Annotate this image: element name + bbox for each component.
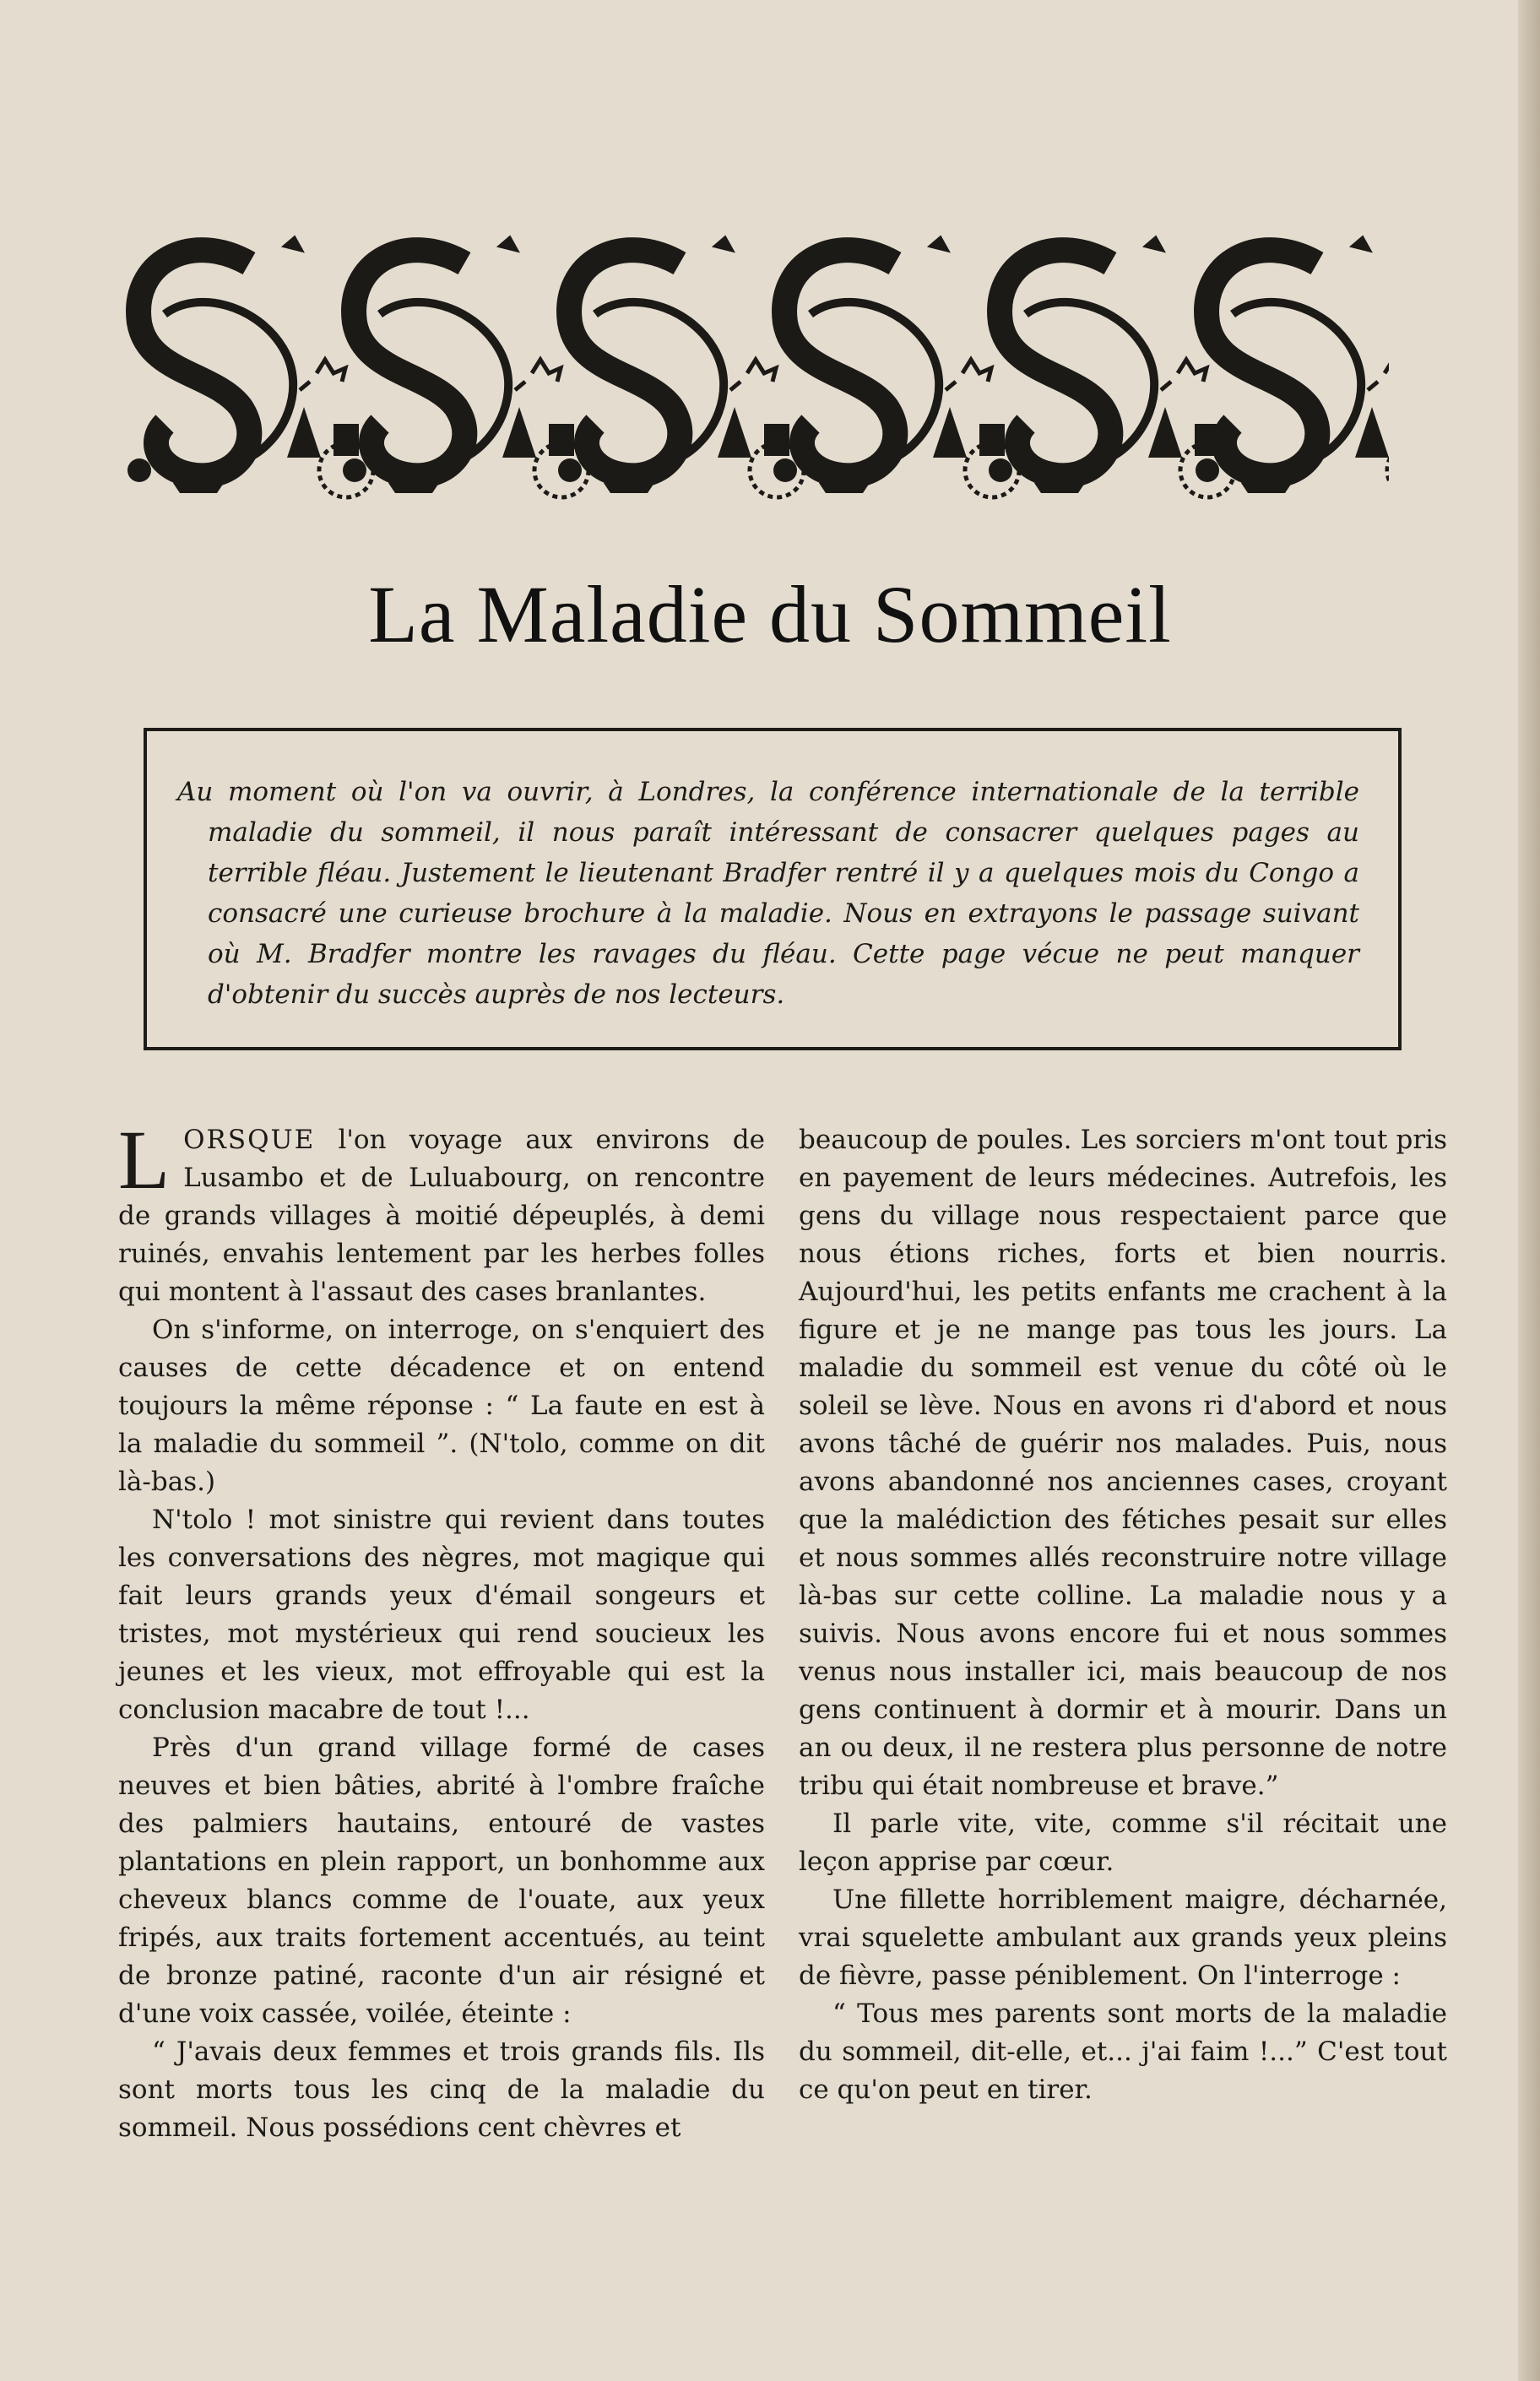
column-right (799, 1121, 1447, 2109)
page-edge (1518, 0, 1540, 2381)
column-left (118, 1113, 765, 2147)
paragraph-6: beaucoup de poules. Les sorciers m'ont tout pris en payement de leurs médecines. Autrefois, les gens du village nous respectaient parce que nous étions riches, forts et bien nourris. Aujourd'hui, les petits enfants me crachent à la figure et je ne mange pas tous les jours. La maladie du sommeil est venue du côté où le soleil se lève. Nous en avons ri d'abord et nous avons tâché de guérir nos malades. Puis, nous avons abandonné nos anciennes cases, croyant que la malédiction des fétiches pesait sur elles et nous sommes allés reconstruire notre village là-bas sur cette colline. La maladie nous y a suivis. Nous avons encore fui et nous sommes venus nous installer ici, mais beaucoup de nos gens continuent à dormir et à mourir. Dans un an ou deux, il ne restera plus personne de notre tribu qui était nombreuse et brave.” (799, 1125, 1447, 1801)
paragraph-1 (118, 1113, 765, 1311)
paragraph-3: N'tolo ! mot sinistre qui revient dans toutes les conversations des nègres, mot magique qui fait leurs grands yeux d'émail songeurs et tristes, mot mystérieux qui rend soucieux les jeunes et les vieux, mot effroyable qui est la conclusion macabre de tout !... (118, 1505, 765, 1725)
drop-cap: L (118, 1113, 171, 1207)
paragraph-4: Près d'un grand village formé de cases neuves et bien bâties, abrité à l'ombre fraîche des palmiers hautains, entouré de vastes plantations en plein rapport, un bonhomme aux cheveux blancs comme de l'ouate, aux yeux fripés, aux traits fortement accentués, au teint de bronze patiné, raconte d'un air résigné et d'une voix cassée, voilée, éteinte : (118, 1733, 765, 2029)
paragraph-5: “ J'avais deux femmes et trois grands fils. Ils sont morts tous les cinq de la maladie du sommeil. Nous possédions cent chèvres et (118, 2037, 765, 2143)
paragraph-2: On s'informe, on interroge, on s'enquiert des causes de cette décadence et on entend toujours la même réponse : “ La faute en est à la maladie du sommeil ”. (N'tolo, comme on dit là-bas.) (118, 1315, 765, 1497)
paragraph-9: “ Tous mes parents sont morts de la maladie du sommeil, dit-elle, et... j'ai faim !...” C'est tout ce qu'on peut en tirer. (799, 1999, 1447, 2105)
intro-text: Au moment où l'on va ouvrir, à Londres, la conférence internationale de la terrible maladie du sommeil, il nous paraît intéressant de consacrer quelques pages au terrible fléau. Justement le lieutenant Bradfer rentré il y a quelques mois du Congo a consacré une curieuse brochure à la maladie. Nous en extrayons le passage suivant où M. Bradfer montre les ravages du fléau. Cette page vécue ne peut manquer d'obtenir du succès auprès de nos lecteurs. (177, 777, 1359, 1010)
paragraph-7: Il parle vite, vite, comme s'il récitait une leçon apprise par cœur. (799, 1809, 1447, 1877)
paragraph-1-text: l'on voyage aux environs de Lusambo et de Luluabourg, on rencontre de grands villages à moitié dépeuplés, à demi ruinés, envahis lentement par les herbes folles qui montent à l'assaut des cases branlantes. (118, 1125, 765, 1307)
first-word: ORSQUE (183, 1125, 316, 1155)
paragraph-8: Une fillette horriblement maigre, décharnée, vrai squelette ambulant aux grands yeux pleins de fièvre, passe péniblement. On l'interroge : (799, 1885, 1447, 1991)
intro-box (144, 728, 1402, 1050)
decorative-s-band-icon (114, 230, 1389, 508)
article-title: La Maladie du Sommeil (368, 569, 1172, 659)
